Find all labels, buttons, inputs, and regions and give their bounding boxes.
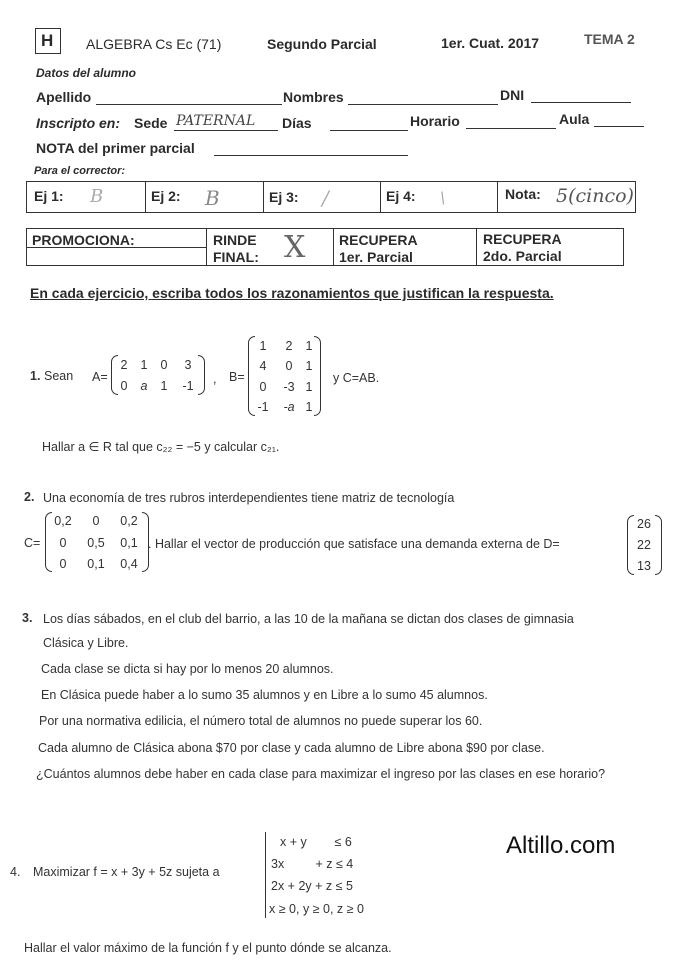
nota-value: 5(cinco) bbox=[556, 185, 634, 207]
ej3-mark: / bbox=[322, 186, 329, 210]
corrector-title: Para el corrector: bbox=[34, 165, 126, 177]
ex3-number: 3. bbox=[22, 611, 33, 625]
nota-label: Nota: bbox=[505, 186, 541, 202]
dias-field[interactable] bbox=[330, 130, 408, 131]
ej3-label: Ej 3: bbox=[269, 189, 299, 205]
ej1-mark: B bbox=[90, 186, 104, 207]
student-section-title: Datos del alumno bbox=[36, 66, 137, 80]
ej2-label: Ej 2: bbox=[151, 188, 181, 204]
ej4-label: Ej 4: bbox=[386, 188, 416, 204]
ej2-mark: B bbox=[205, 186, 220, 210]
ex2-number: 2. bbox=[24, 490, 35, 504]
course-name: ALGEBRA Cs Ec (71) bbox=[86, 36, 222, 52]
ej4-mark: \ bbox=[440, 188, 446, 207]
dni-field[interactable] bbox=[531, 102, 631, 103]
recupera2-label-2: 2do. Parcial bbox=[483, 248, 562, 264]
ex3-line: Cada clase se dicta si hay por lo menos 20 alumnos. bbox=[41, 662, 334, 676]
horario-label: Horario bbox=[410, 113, 460, 129]
rinde-mark: X bbox=[284, 230, 306, 265]
ex4-constraint: x ≥ 0, y ≥ 0, z ≥ 0 bbox=[269, 902, 364, 916]
ex4-constraint: 3x + z ≤ 4 bbox=[271, 857, 354, 871]
ex2-task: . Hallar el vector de producción que satisface una demanda externa de D= bbox=[148, 537, 560, 551]
ex3-line: ¿Cuántos alumnos debe haber en cada clase para maximizar el ingreso por las clases en ese horario? bbox=[36, 767, 606, 781]
ex3-line: Los días sábados, en el club del barrio, a las 10 de la mañana se dictan dos clases de gimnasia bbox=[43, 612, 574, 626]
rinde-label-2: FINAL: bbox=[213, 249, 259, 265]
ex4-constraint: 2x + 2y + z ≤ 5 bbox=[271, 879, 353, 893]
apellido-label: Apellido bbox=[36, 89, 92, 105]
ex4-brace bbox=[265, 832, 266, 918]
promociona-label: PROMOCIONA: bbox=[32, 232, 135, 248]
ex3-line: Cada alumno de Clásica abona $70 por clase y cada alumno de Libre abona $90 por clase. bbox=[38, 741, 545, 755]
recupera1-label-1: RECUPERA bbox=[339, 232, 418, 248]
ex1-intro: Sean bbox=[44, 369, 74, 383]
ex1-separator: , bbox=[213, 372, 217, 386]
nota-primer-field[interactable] bbox=[214, 155, 408, 156]
aula-field[interactable] bbox=[594, 126, 644, 127]
exam-tema: TEMA 2 bbox=[584, 31, 635, 47]
ex1-task: Hallar a ∈ R tal que c₂₂ = −5 y calcular c₂₁. bbox=[42, 440, 280, 454]
instruction: En cada ejercicio, escriba todos los razonamientos que justifican la respuesta. bbox=[30, 285, 554, 301]
ex4-task: Hallar el valor máximo de la función f y el punto dónde se alcanza. bbox=[24, 941, 392, 955]
exam-term: 1er. Cuat. 2017 bbox=[441, 35, 540, 51]
nota-primer-label: NOTA del primer parcial bbox=[36, 140, 195, 156]
recupera1-label-2: 1er. Parcial bbox=[339, 249, 413, 265]
ex1-c-definition: y C=AB. bbox=[333, 371, 380, 385]
dni-label: DNI bbox=[500, 87, 525, 103]
ex1-a-label: A= bbox=[92, 370, 108, 384]
horario-field[interactable] bbox=[466, 128, 556, 129]
corrector-table bbox=[26, 181, 636, 213]
aula-label: Aula bbox=[559, 111, 590, 127]
ex3-line: Clásica y Libre. bbox=[43, 636, 129, 650]
ex1-b-label: B= bbox=[229, 370, 245, 384]
ex1-number: 1. bbox=[30, 369, 41, 383]
ej1-label: Ej 1: bbox=[34, 188, 64, 204]
nombres-label: Nombres bbox=[283, 89, 344, 105]
sede-label: Sede bbox=[134, 115, 168, 131]
ex4-constraint: x + y ≤ 6 bbox=[280, 835, 352, 849]
sede-field[interactable] bbox=[174, 130, 278, 131]
recupera2-label-1: RECUPERA bbox=[483, 231, 562, 247]
ex4-number: 4. bbox=[10, 865, 21, 879]
ex2-c-label: C= bbox=[24, 536, 41, 550]
ex3-line: Por una normativa edilicia, el número total de alumnos no puede superar los 60. bbox=[39, 714, 483, 728]
watermark: Altillo.com bbox=[506, 832, 616, 859]
dias-label: Días bbox=[282, 115, 312, 131]
exam-name: Segundo Parcial bbox=[267, 36, 377, 52]
header-letter: H bbox=[41, 31, 54, 50]
apellido-field[interactable] bbox=[96, 104, 282, 105]
inscripto-label: Inscripto en: bbox=[36, 115, 121, 131]
nombres-field[interactable] bbox=[348, 104, 498, 105]
rinde-label-1: RINDE bbox=[213, 232, 257, 248]
sede-value: PATERNAL bbox=[176, 113, 256, 129]
ex4-text: Maximizar f = x + 3y + 5z sujeta a bbox=[33, 865, 220, 879]
ex2-text: Una economía de tres rubros interdependientes tiene matriz de tecnología bbox=[43, 491, 455, 505]
ex3-line: En Clásica puede haber a lo sumo 35 alumnos y en Libre a lo sumo 45 alumnos. bbox=[41, 688, 488, 702]
